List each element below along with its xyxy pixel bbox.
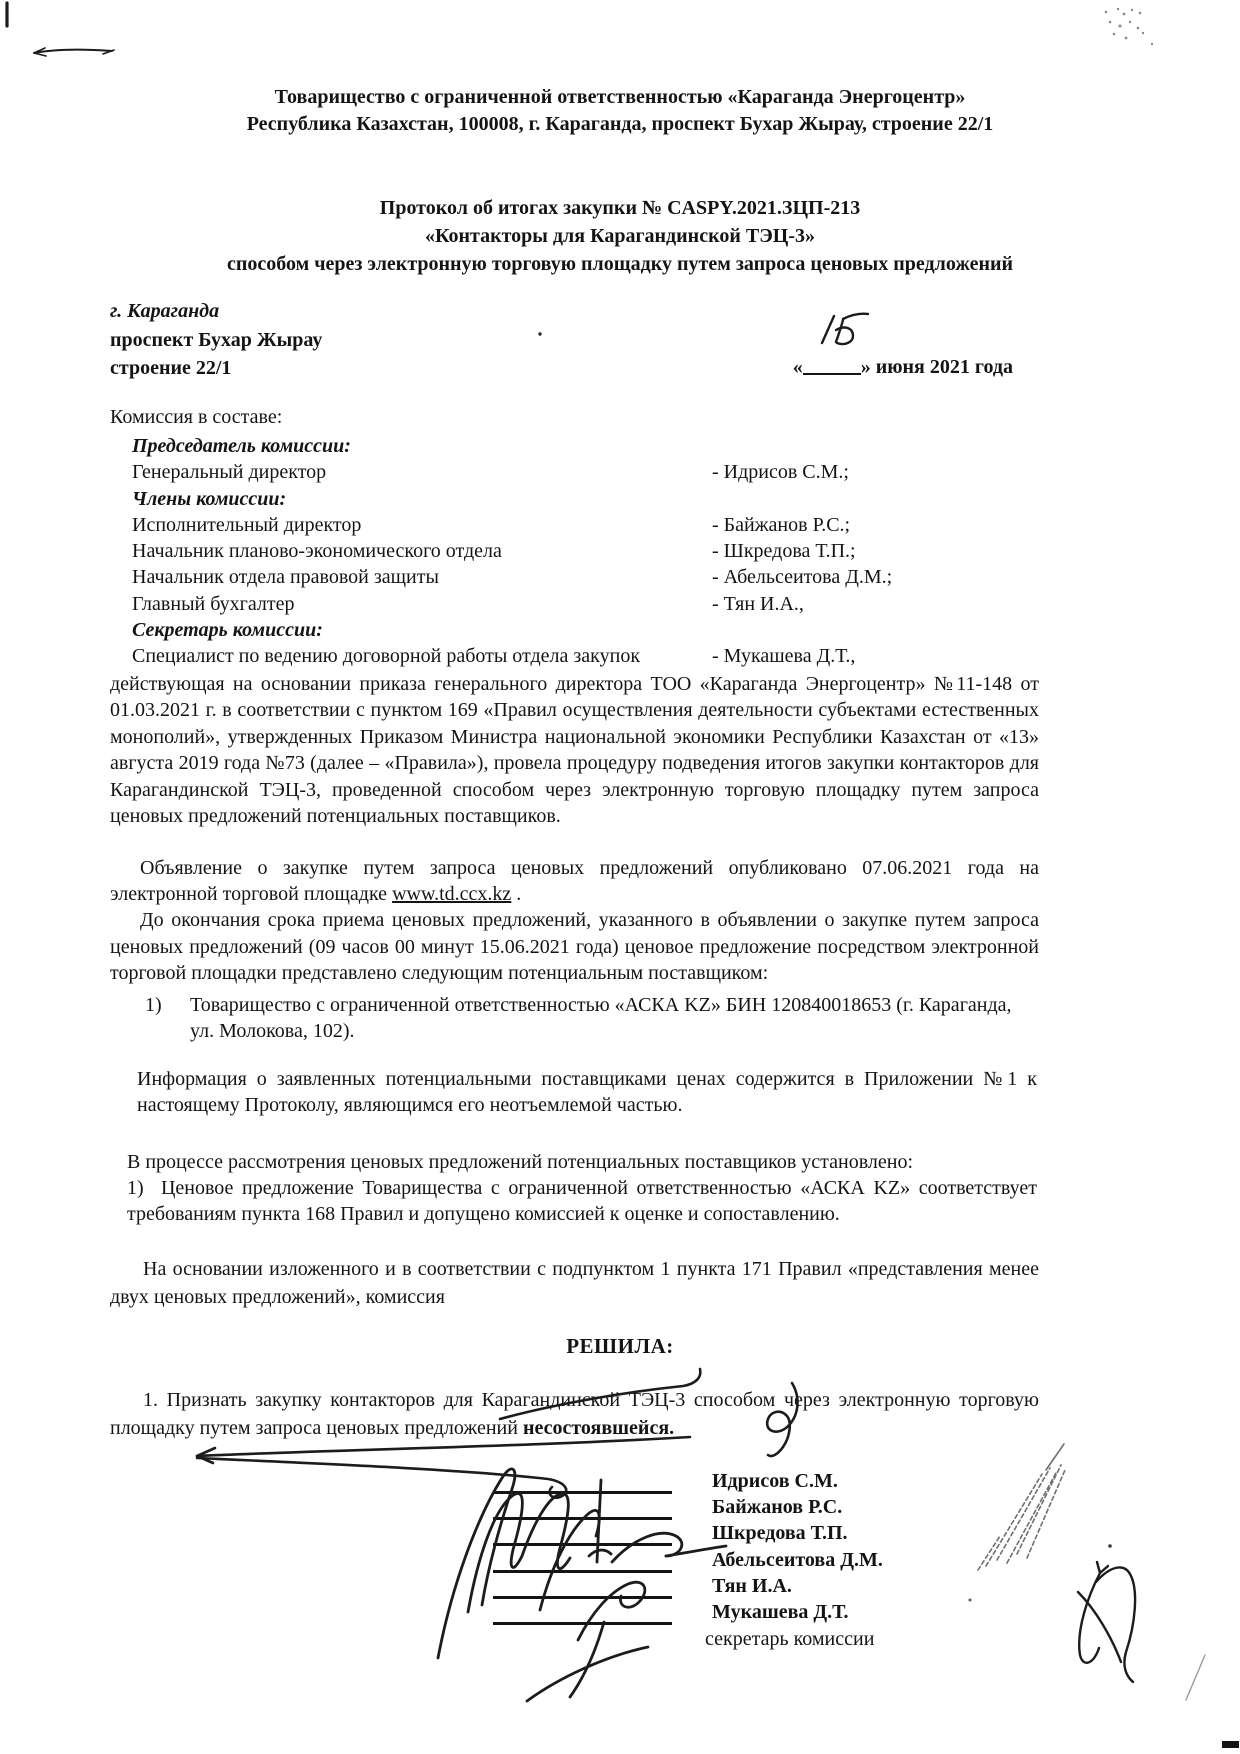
member-name: - Шкредова Т.П.; [712,540,856,563]
signature-line [493,1596,672,1599]
signatory-name: Шкредова Т.П. [712,1522,848,1544]
place-block [110,297,322,383]
acting-paragraph: действующая на основании приказа генерального директора ТОО «Караганда Энергоцентр» №11-148 от 01.03.2021 г. в соответствии с пунктом 169 «Правил осуществления деятельности субъектами естественных монополий», утвержденных Приказом Министра национальной экономики Республики Казахстан от «13» августа 2019 года №73 (далее – «Правила»), провела процедуру подведения итогов закупки контакторов для Карагандинской ТЭЦ-3, проведенной способом через электронную торговую площадку путем запроса ценовых предложений потенциальных поставщиков. [110,673,1039,828]
resolution-item [110,1387,1039,1442]
place-building: строение 22/1 [110,357,232,379]
member-position: Главный бухгалтер [132,592,295,615]
place-city: г. Караганда [110,300,220,322]
signatory-name: Байжанов Р.С. [712,1496,843,1518]
chairman-name: - Идрисов С.М.; [712,461,849,484]
secretary-heading: Секретарь комиссии: [132,619,323,642]
signature-line [493,1517,672,1520]
announcement-text-after: . [511,883,522,906]
list-marker: 1) [127,1177,144,1199]
signature-scrawl [438,1469,726,1701]
document-title [0,194,1240,278]
list-marker: 1) [145,994,162,1017]
supplier-list-item [145,992,1039,1044]
bottom-right-scrawl [969,1544,1206,1700]
secretary-name: - Мукашева Д.Т., [712,645,856,668]
signatory-name: Тян И.А. [712,1575,792,1597]
secretary-position: Специалист по ведению договорной работы отдела закупок [132,645,641,668]
signatory-name: Мукашева Д.Т. [712,1601,849,1623]
chairman-heading: Председатель комиссии: [132,435,351,457]
signature-line [493,1570,672,1573]
review-item-text: Ценовое предложение Товарищества с ограниченной ответственностью «АСКА KZ» соответствует требованиям пункта 168 Правил и допущено комиссией к оценке и сопоставлению. [127,1177,1038,1225]
signature-line [493,1543,672,1546]
member-name: - Абельсеитова Д.М.; [712,566,893,589]
org-name: Товарищество с ограниченной ответственностью «Караганда Энергоцентр» [274,86,966,108]
annex-paragraph: Информация о заявленных потенциальными поставщиками ценах содержится в Приложении №1 к настоящему Протоколу, являющимся его неотъемлемой частью. [137,1068,1037,1117]
date-rest: » июня 2021 года [860,356,1013,378]
scan-artifact-dash [1222,1741,1239,1748]
org-address: Республика Казахстан, 100008, г. Караганда, проспект Бухар Жырау, строение 22/1 [246,113,994,135]
member-position: Начальник планово-экономического отдела [132,540,502,563]
scan-artifact-dot [538,332,541,335]
pencil-hatch-marks [978,1444,1065,1570]
title-line-1: Протокол об итогах закупки № CASPY.2021.ЗЦП-213 [379,197,861,219]
org-header [0,84,1240,138]
title-line-2: «Контакторы для Карагандинской ТЭЦ-3» [425,225,815,247]
resolution-heading: РЕШИЛА: [566,1334,674,1358]
deadline-paragraph: До окончания срока приема ценовых предложений, указанного в объявлении о закупке путем запроса ценовых предложений (09 часов 00 минут 15.06.2021 года) ценовое предложение посредством электронной торговой площадки представлено следующим потенциальным поставщиком: [110,909,1039,984]
commission-intro: Комиссия в составе: [110,406,283,428]
signature-line [493,1491,672,1494]
announcement-text-before: Объявление о закупке путем запроса ценовых предложений опубликовано 07.06.2021 года на электронной торговой площадке [110,857,1039,906]
body-flow [110,855,1039,1044]
review-list-item [127,1175,1037,1227]
member-name: - Тян И.А., [712,592,804,615]
resolution-item-text: 1. Признать закупку контакторов для Карагандинской ТЭЦ-3 способом через электронную торговую площадку путем запроса ценовых предложений [110,1389,1039,1439]
supplier-item-text: Товарищество с ограниченной ответственностью «АСКА KZ» БИН 120840018653 (г. Караганда, ул. Молокова, 102). [190,994,1012,1043]
scan-artifact-top-left [7,3,114,56]
date-open-quote: « [792,356,803,378]
signature-line [493,1622,672,1625]
commission-list [132,433,1112,670]
resolution-item-bold: несостоявшейся. [522,1416,675,1439]
secretary-label: секретарь комиссии [705,1628,875,1650]
signatory-name: Абельсеитова Д.М. [712,1549,883,1571]
member-name: - Байжанов Р.С.; [712,513,851,536]
pen-arrow-stroke [197,1437,690,1498]
members-heading: Члены комиссии: [132,487,287,510]
place-street: проспект Бухар Жырау [110,328,323,351]
review-block [127,1149,1037,1227]
handwritten-day-slot [803,353,861,375]
basis-paragraph: На основании изложенного и в соответствии с подпунктом 1 пункта 171 Правил «представления менее двух ценовых предложений», комиссия [110,1258,1039,1308]
signatory-name: Идрисов С.М. [712,1470,838,1492]
announcement-paragraph [110,855,1039,907]
marketplace-link: www.td.ccx.kz [392,883,512,906]
member-position: Начальник отдела правовой защиты [132,566,439,589]
review-intro: В процессе рассмотрения ценовых предложений потенциальных поставщиков установлено: [127,1151,913,1173]
member-position: Исполнительный директор [132,513,362,536]
date-line [793,353,1013,379]
handwritten-day [822,314,868,344]
title-line-3: способом через электронную торговую площадку путем запроса ценовых предложений [226,253,1014,275]
chairman-position: Генеральный директор [132,461,327,484]
scan-artifact-top-right-speckles [1105,8,1154,45]
